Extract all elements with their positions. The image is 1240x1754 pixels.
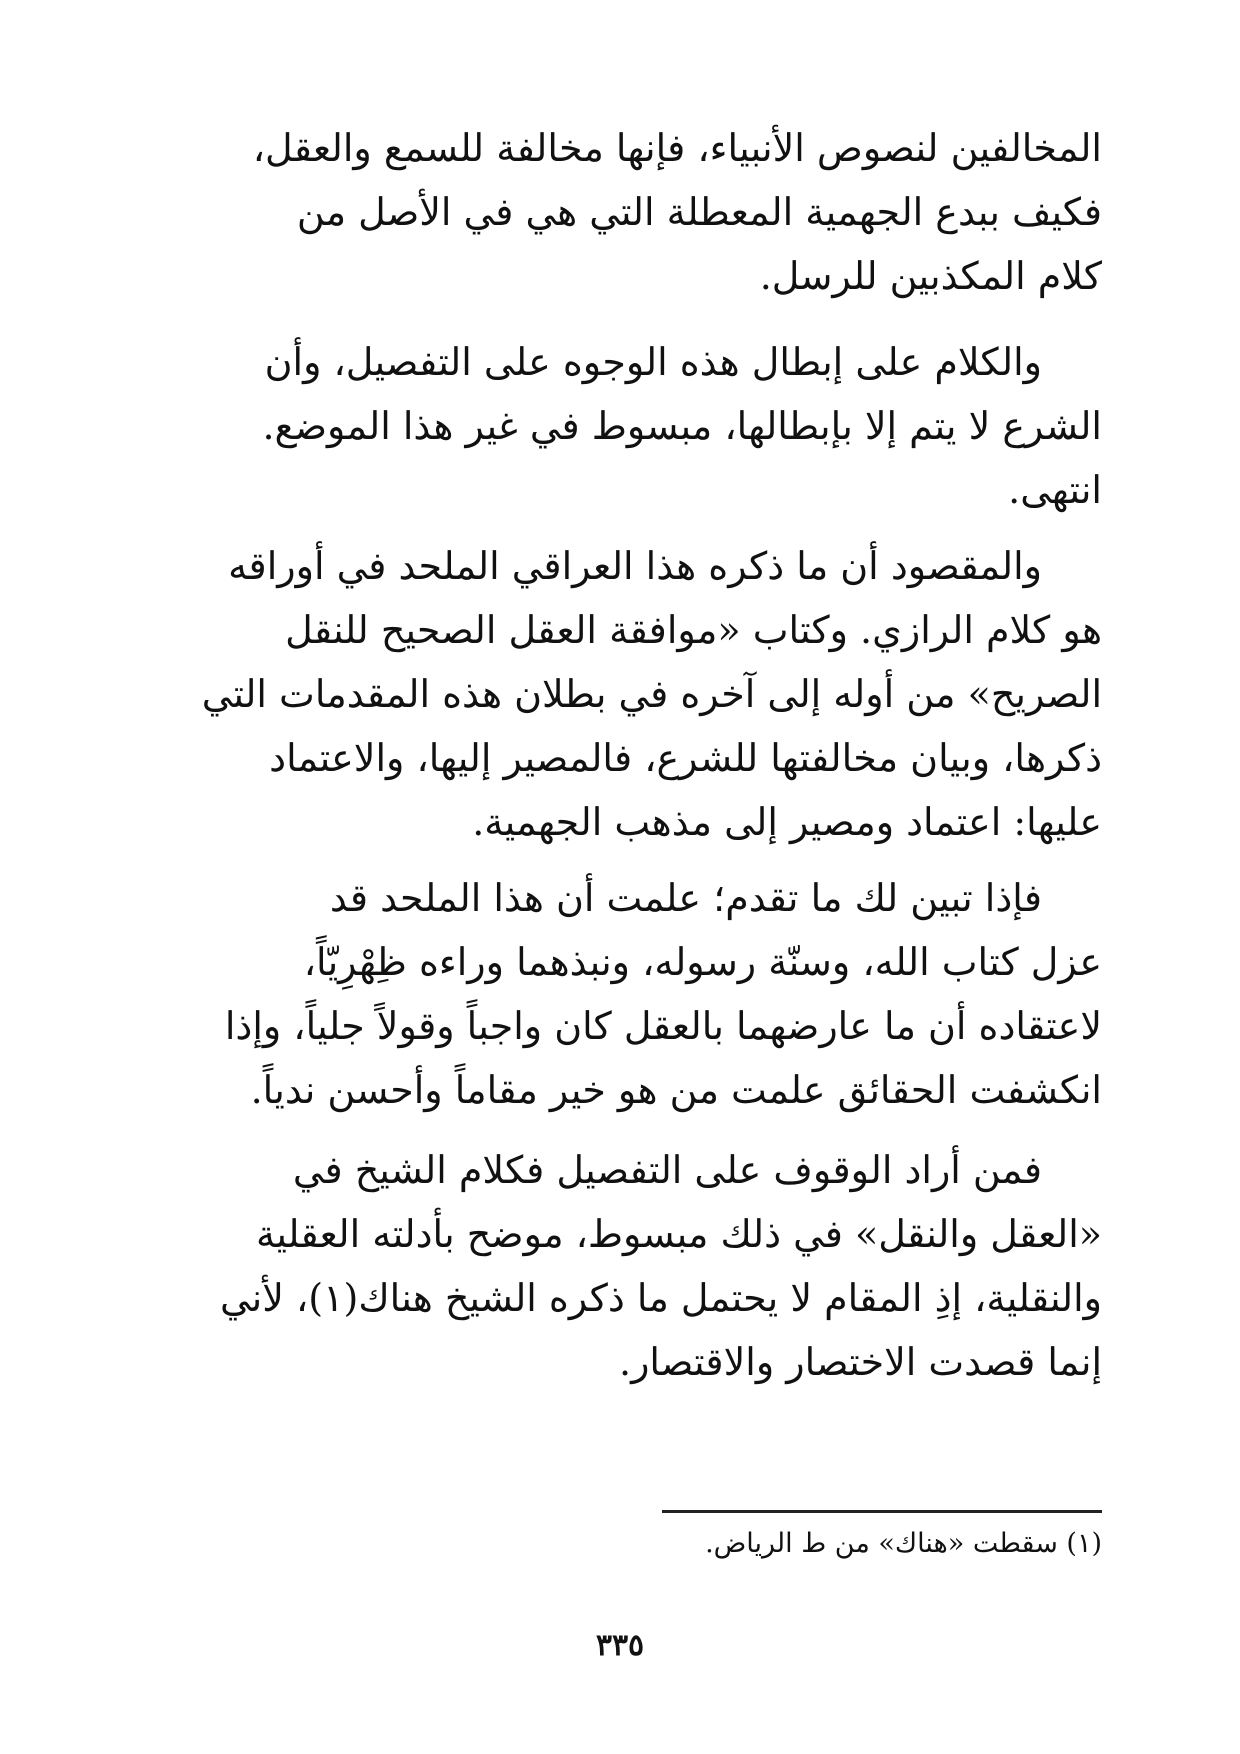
text-line: انتهى.: [1008, 468, 1102, 512]
text-line: إنما قصدت الاختصار والاقتصار.: [619, 1340, 1102, 1384]
text-line: هو كلام الرازي. وكتاب «موافقة العقل الصحيح للنقل: [285, 608, 1102, 652]
text-line: فكيف ببدع الجهمية المعطلة التي هي في الأصل من: [296, 190, 1102, 234]
text-line: والنقلية، إذِ المقام لا يحتمل ما ذكره الشيخ هناك(١)، لأني: [220, 1276, 1102, 1320]
text-line: انكشفت الحقائق علمت من هو خير مقاماً وأحسن ندياً.: [250, 1068, 1102, 1112]
paragraph-4: [182, 866, 1102, 1122]
text-line: ذكرها، وبيان مخالفتها للشرع، فالمصير إليها، والاعتماد: [269, 736, 1102, 780]
footnote: (١) سقطت «هناك» من ط الرياض.: [705, 1528, 1102, 1559]
text-line: المخالفين لنصوص الأنبياء، فإنها مخالفة للسمع والعقل،: [252, 126, 1102, 170]
text-line: الشرع لا يتم إلا بإبطالها، مبسوط في غير هذا الموضع.: [262, 404, 1102, 448]
paragraph-2: [182, 330, 1102, 522]
text-line: فمن أراد الوقوف على التفصيل فكلام الشيخ في: [292, 1148, 1042, 1192]
footnote-divider: [662, 1510, 1102, 1513]
paragraph-1: [182, 116, 1102, 308]
text-line: عزل كتاب الله، وسنّة رسوله، ونبذهما وراءه ظِهْرِيّاً،: [303, 940, 1102, 984]
paragraph-5: [182, 1138, 1102, 1394]
text-line: فإذا تبين لك ما تقدم؛ علمت أن هذا الملحد قد: [329, 876, 1042, 920]
text-line: لاعتقاده أن ما عارضهما بالعقل كان واجباً وقولاً جلياً، وإذا: [224, 1004, 1102, 1048]
text-line: والكلام على إبطال هذه الوجوه على التفصيل، وأن: [264, 340, 1042, 384]
text-line: الصريح» من أوله إلى آخره في بطلان هذه المقدمات التي: [201, 672, 1102, 716]
page-number: ٣٣٥: [595, 1628, 645, 1663]
text-line: «العقل والنقل» في ذلك مبسوط، موضح بأدلته العقلية: [256, 1212, 1102, 1256]
text-line: كلام المكذبين للرسل.: [759, 254, 1102, 298]
text-line: والمقصود أن ما ذكره هذا العراقي الملحد في أوراقه: [228, 544, 1042, 588]
paragraph-3: [182, 534, 1102, 854]
text-line: عليها: اعتماد ومصير إلى مذهب الجهمية.: [472, 800, 1102, 844]
